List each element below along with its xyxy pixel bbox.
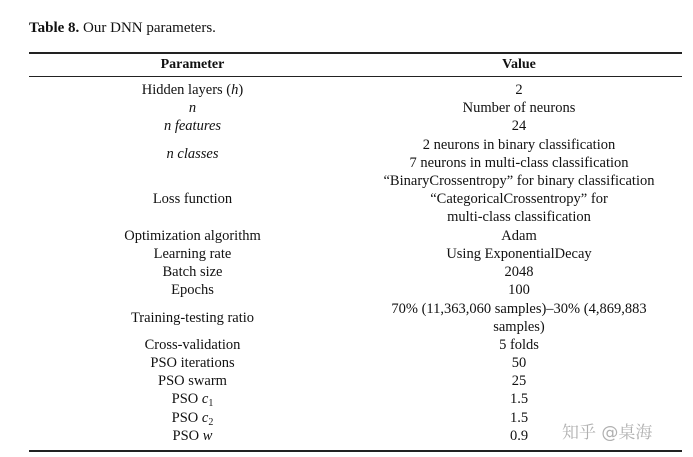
parameter-cell [29,390,356,408]
table-caption [29,18,216,38]
parameter-text-suffix: ) [238,82,244,99]
parameter-cell [29,172,356,227]
parameter-cell [29,245,356,263]
value-text: 24 [511,118,527,135]
value-text: 2 [515,82,523,99]
table-row [29,172,682,227]
value-text: Adam [501,227,537,244]
value-text: 7 neurons in multi-class classification [409,154,629,171]
parameter-text: PSO [171,409,202,426]
value-cell [356,263,682,281]
parameter-cell [29,354,356,372]
parameter-symbol: h [231,82,239,99]
value-text: multi-class classification [447,209,591,226]
value-cell [356,117,682,135]
parameter-symbol: w [202,427,213,444]
table-row [29,81,682,99]
table-header-rule [29,76,682,77]
parameter-symbol: c [201,391,209,408]
value-text: samples) [493,318,545,335]
value-cell [356,336,682,354]
parameter-text: Epochs [171,282,214,299]
value-cell [356,227,682,245]
value-text: 25 [511,373,527,390]
parameter-cell [29,299,356,335]
parameter-cell [29,227,356,245]
parameter-text: Training-testing ratio [130,309,255,326]
parameter-text: Optimization algorithm [124,227,261,244]
value-cell [356,99,682,117]
parameter-cell [29,281,356,299]
parameter-text: Hidden layers ( [141,82,232,99]
table-caption-text: Our DNN parameters. [79,20,216,36]
parameter-text: PSO [172,427,203,444]
parameter-cell [29,117,356,135]
table-row [29,136,682,172]
parameter-text: PSO [171,391,202,408]
value-text: 2048 [504,264,534,281]
table-row [29,354,682,372]
value-cell [356,390,682,408]
value-text: “CategoricalCrossentropy” for [430,191,608,208]
value-cell [356,172,682,227]
value-cell [356,245,682,263]
parameter-subscript: 2 [208,416,214,428]
parameter-symbol: n classes [166,145,219,162]
table-row [29,336,682,354]
parameter-symbol: c [201,409,209,426]
value-text: 70% (11,363,060 samples)–30% (4,869,883 [391,300,647,317]
value-text: 2 neurons in binary classification [422,136,616,153]
parameter-cell [29,81,356,99]
parameter-symbol: n [188,100,197,117]
value-text: Using ExponentialDecay [446,245,592,262]
value-cell [356,372,682,390]
value-cell [356,299,682,335]
table-row [29,227,682,245]
parameter-cell [29,427,356,445]
table-row [29,117,682,135]
parameter-cell [29,263,356,281]
table-row [29,281,682,299]
parameter-text: Batch size [162,264,223,281]
parameter-text: PSO swarm [158,373,227,390]
table-caption-label: Table 8. [29,20,80,36]
parameter-text: Learning rate [153,245,232,262]
value-text: Number of neurons [462,100,576,117]
parameter-cell [29,136,356,172]
parameter-text: PSO iterations [150,355,235,372]
parameter-subscript: 1 [208,398,214,410]
watermark: 知乎 @桌海 [562,423,653,443]
parameter-text: Cross-validation [144,336,241,353]
column-header-value: Value [502,57,536,72]
parameter-cell [29,372,356,390]
table-row [29,372,682,390]
table-bottom-rule [29,450,682,452]
value-text: 50 [511,355,527,372]
table-row [29,245,682,263]
value-text: 1.5 [509,409,529,426]
value-text: “BinaryCrossentropy” for binary classification [383,173,655,190]
value-cell [356,281,682,299]
column-header-parameter: Parameter [160,57,225,72]
parameter-cell [29,99,356,117]
value-text: 1.5 [509,391,529,408]
parameter-text: Loss function [152,191,233,208]
parameter-symbol: n features [163,118,222,135]
table-row [29,99,682,117]
value-text: 5 folds [499,336,539,353]
value-text: 100 [508,282,530,299]
value-text: 0.9 [509,427,529,444]
value-cell [356,354,682,372]
parameter-cell [29,409,356,427]
table-row [29,299,682,335]
value-cell [356,136,682,172]
table-row [29,390,682,408]
parameter-cell [29,336,356,354]
value-cell [356,81,682,99]
table-row [29,263,682,281]
